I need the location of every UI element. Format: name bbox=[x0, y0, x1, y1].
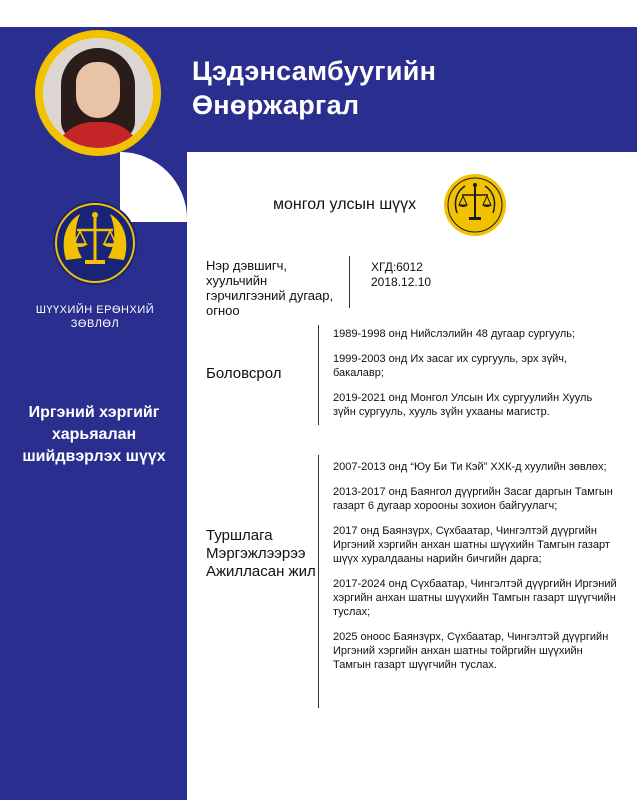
experience-item: 2007-2013 онд “Юу Би Ти Кэй” ХХК-д хуулийн зөвлөх; bbox=[333, 461, 607, 473]
experience-item: 2017 онд Баянзүрх, Сүхбаатар, Чингэлтэй дүүргийн Иргэний хэргийн анхан шатны шүүхийн Тамгын газарт шүүх хуралдааны нарийн бичгийн дарга; bbox=[333, 525, 610, 565]
nomination-label: Нэр дэвшигч, хуульчийн гэрчилгээний дугаар, огноо bbox=[206, 258, 334, 318]
education-item: 2019-2021 онд Монгол Улсын Их сургуулийн Хууль зүйн сургууль, хууль зүйн ухааны магистр. bbox=[333, 392, 593, 418]
education-item: 1989-1998 онд Нийслэлийн 48 дугаар сургууль; bbox=[333, 328, 576, 340]
experience-item: 2025 оноос Баянзүрх, Сүхбаатар, Чингэлтэй дүүргийн Иргэний хэргийн анхан шатны тойргийн шүүхийн Тамгын газарт шүүгчийн туслах. bbox=[333, 631, 609, 671]
court-council-emblem-icon bbox=[52, 200, 138, 286]
organization-name: ШҮҮХИЙН ЕРӨНХИЙ ЗӨВЛӨЛ bbox=[35, 304, 155, 330]
court-type: Иргэний хэргийг харьяалан шийдвэрлэх шүүх bbox=[22, 404, 166, 465]
experience-item: 2013-2017 онд Баянгол дүүргийн Засаг даргын Тамгын газарт 6 дугаар хорооны зохион байгуулагч; bbox=[333, 486, 613, 512]
education-list bbox=[333, 327, 615, 430]
education-item: 1999-2003 онд Их засаг их сургууль, эрх зүйч, бакалавр; bbox=[333, 353, 568, 379]
profile-photo bbox=[43, 38, 153, 148]
page-title: монгол улсын шүүх bbox=[273, 196, 417, 213]
person-name: Цэдэнсамбуугийн Өнөржаргал bbox=[192, 56, 437, 120]
education-label: Боловсрол bbox=[206, 365, 282, 382]
experience-item: 2017-2024 онд Сүхбаатар, Чингэлтэй дүүргийн Иргэний хэргийн анхан шатны шүүхийн Тамгын газарт шүүгчийн туслах; bbox=[333, 578, 617, 618]
scales-of-justice-icon bbox=[443, 173, 507, 237]
experience-label: Туршлага Мэргэжлээрээ Ажилласан жил bbox=[206, 527, 316, 580]
divider bbox=[318, 455, 319, 708]
nomination-value: ХГД:6012 2018.12.10 bbox=[371, 260, 432, 289]
divider bbox=[318, 325, 319, 425]
experience-list bbox=[333, 460, 623, 683]
divider bbox=[349, 256, 350, 308]
